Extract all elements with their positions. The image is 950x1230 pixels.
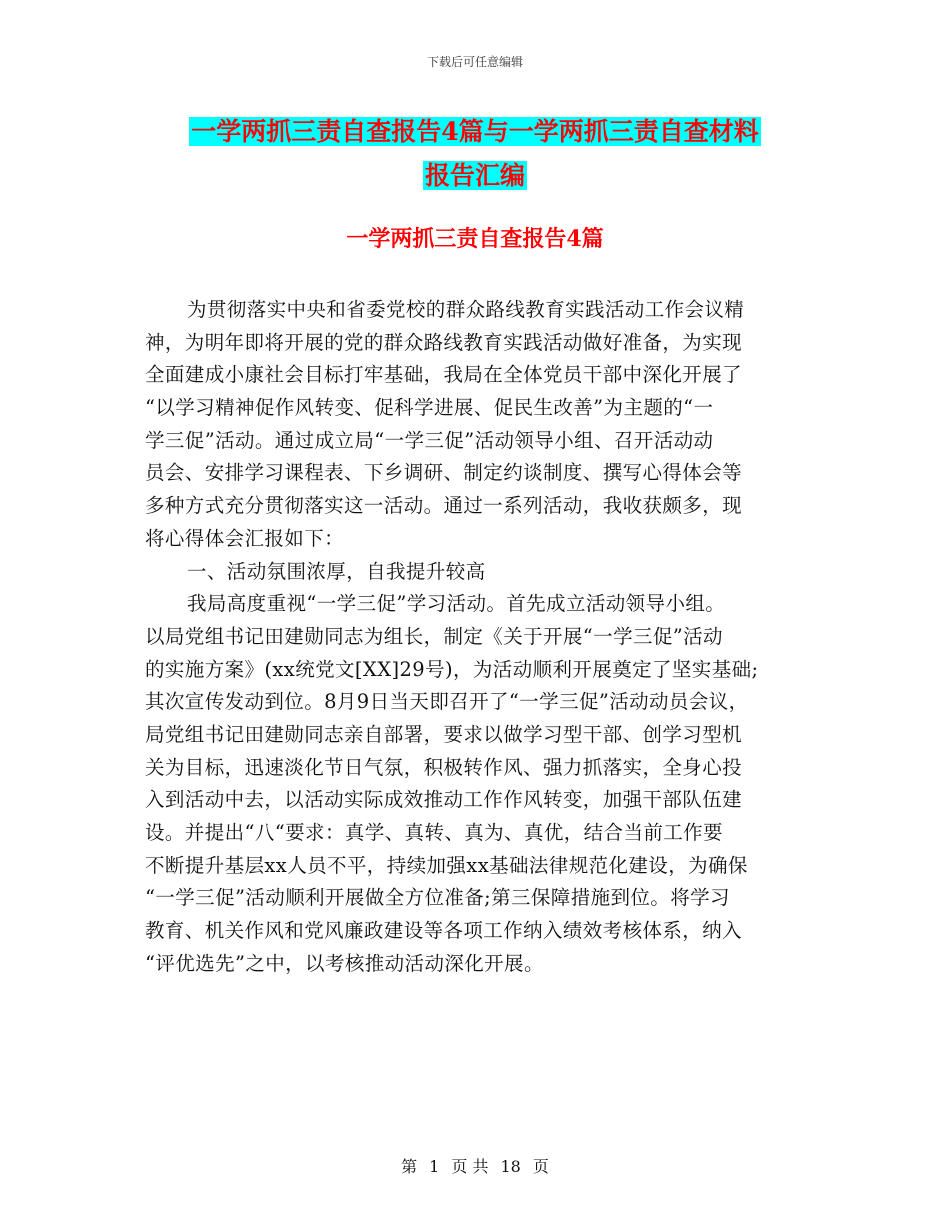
text-line: 入到活动中去，以活动实际成效推动工作作风转变，加强干部队伍建 (145, 788, 743, 812)
page-number: 1 (429, 1157, 440, 1176)
text-line: 教育、机关作风和党风廉政建设等各项工作纳入绩效考核体系，纳入 (145, 919, 743, 943)
text-line: 局党组书记田建勋同志亲自部署，要求以做学习型干部、创学习型机 (145, 722, 743, 746)
text-line: “一学三促”活动顺利开展做全方位准备;第三保障措施到位。将学习 (145, 886, 730, 910)
footer-middle: 页 共 (451, 1157, 489, 1176)
title-highlight-2: 报告汇编 (424, 161, 525, 190)
footer-prefix: 第 (401, 1157, 418, 1176)
document-title-line-2 (0, 157, 950, 194)
text-line: 我局高度重视“一学三促”学习活动。首先成立活动领导小组。 (187, 592, 726, 616)
text-line: 关为目标，迅速淡化节日气氛，积极转作风、强力抓落实，全身心投 (145, 755, 743, 779)
text-line: 多种方式充分贯彻落实这一活动。通过一系列活动，我收获颇多，现 (145, 494, 743, 518)
header-note: 下载后可任意编辑 (426, 55, 523, 69)
text-line: 神，为明年即将开展的党的群众路线教育实践活动做好准备，为实现 (145, 330, 743, 354)
footer-suffix: 页 (532, 1157, 549, 1176)
text-line: 设。并提出“八“要求：真学、真转、真为、真优，结合当前工作要 (145, 821, 723, 844)
text-line: “评优选先”之中，以考核推动活动深化开展。 (145, 951, 544, 975)
text-line: 不断提升基层xx人员不平，持续加强xx基础法律规范化建设，为确保 (145, 853, 748, 877)
page-footer (0, 1154, 950, 1177)
body-text (145, 294, 825, 980)
text-line: 员会、安排学习课程表、下乡调研、制定约谈制度、撰写心得体会等 (145, 461, 743, 485)
text-line: 将心得体会汇报如下： (145, 526, 345, 550)
title-highlight-1: 一学两抓三责自查报告4篇与一学两抓三责自查材料 (191, 117, 759, 146)
section-title: 一学两抓三责自查报告4篇 (346, 226, 604, 252)
page-total: 18 (500, 1157, 521, 1176)
text-line: 全面建成小康社会目标打牢基础，我局在全体党员干部中深化开展了 (145, 363, 743, 387)
text-line: “以学习精神促作风转变、促科学进展、促民生改善”为主题的“一 (145, 396, 714, 420)
text-line: 其次宣传发动到位。8月9日当天即召开了“一学三促”活动动员会议， (145, 690, 749, 714)
text-line: 以局党组书记田建勋同志为组长，制定《关于开展“一学三促”活动 (145, 624, 723, 648)
text-line: 学三促”活动。通过成立局“一学三促”活动领导小组、召开活动动 (145, 428, 714, 452)
section-heading: 一、活动氛围浓厚，自我提升较高 (187, 559, 486, 583)
text-line: 的实施方案》(xx统党文[XX]29号)，为活动顺利开展奠定了坚实基础; (145, 657, 759, 681)
text-line: 为贯彻落实中央和省委党校的群众路线教育实践活动工作会议精 (187, 298, 745, 321)
document-title-line-1 (0, 113, 950, 150)
